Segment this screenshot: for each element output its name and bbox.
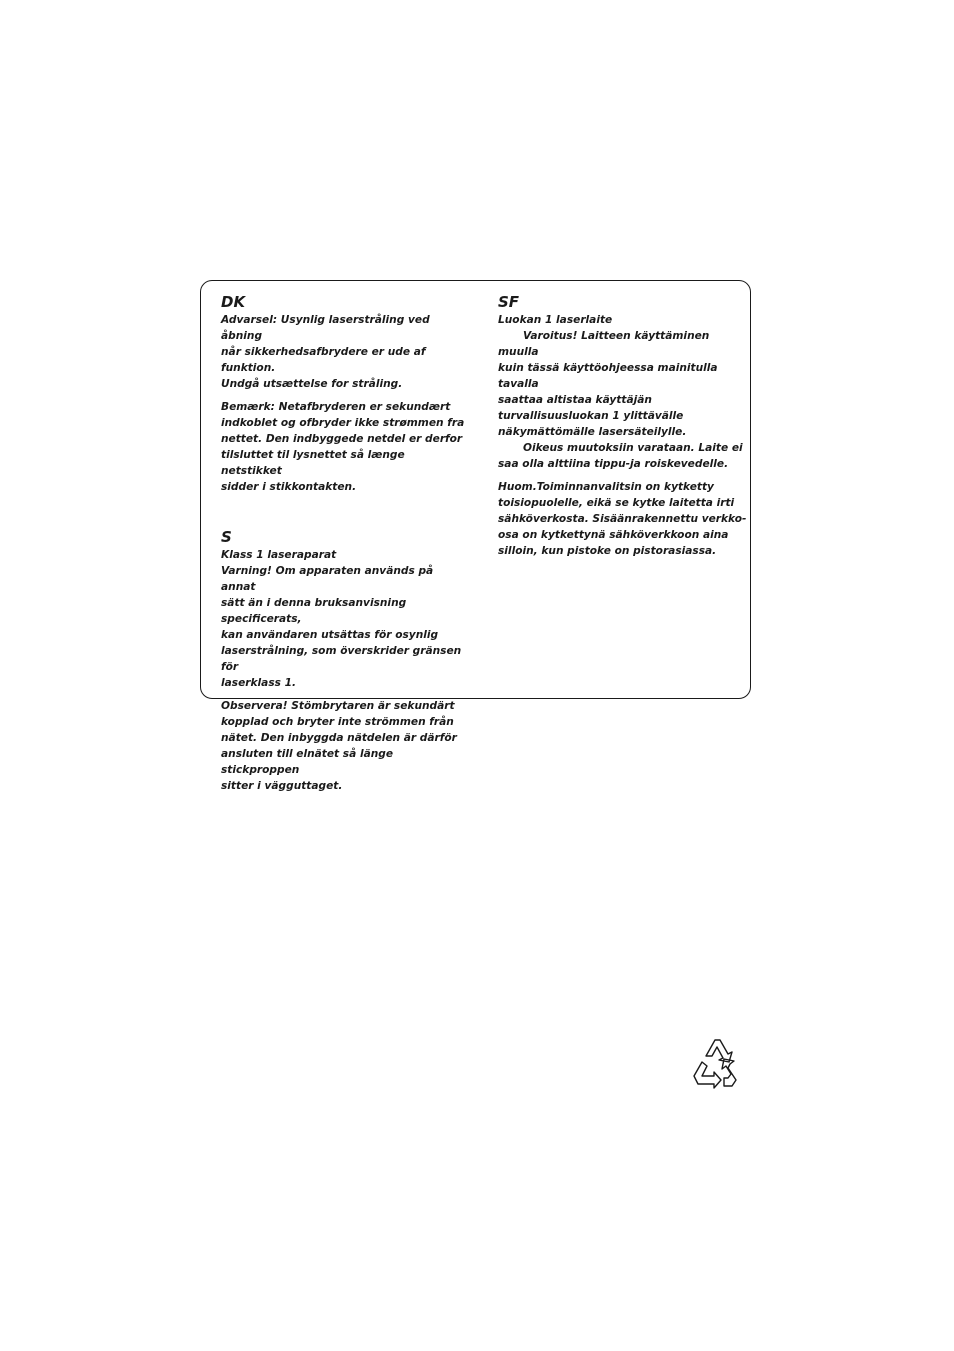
left-column bbox=[221, 293, 469, 794]
recycle-icon bbox=[684, 1034, 748, 1096]
dk-note-text: Bemærk: Netafbryderen er sekundært indkoblet og ofbryder ikke strømmen fra nettet. Den indbyggede netdel er derfor tilsluttet til lysnettet så længe netstikket sidder i stikkontakten. bbox=[221, 401, 465, 493]
s-heading: S bbox=[221, 528, 232, 546]
sf-warning-text: Varoitus! Laitteen käyttäminen muulla kuin tässä käyttöohjeessa mainitulla tavalla saattaa altistaa käyttäjän turvallisuusluokan 1 ylittävälle näkymättömälle lasersäteilylle. bbox=[498, 330, 718, 438]
dk-warning-text: Advarsel: Usynlig laserstråling ved åbning når sikkerhedsafbrydere er ude af funktion. Undgå utsættelse for stråling. bbox=[221, 314, 430, 390]
sf-note-text: Huom.Toiminnanvalitsin on kytketty toisiopuolelle, eikä se kytke laitetta irti sähköverkosta. Sisäänrakennettu verkko- osa on kytkettynä sähköverkkoon aina silloin, kun pistoke on pistorasiassa. bbox=[498, 481, 747, 557]
dk-heading: DK bbox=[221, 293, 246, 311]
sf-class-line: Luokan 1 laserlaite bbox=[498, 314, 613, 326]
laser-warning-box bbox=[200, 280, 751, 792]
sf-heading: SF bbox=[498, 293, 520, 311]
right-column bbox=[498, 293, 748, 559]
s-warning-text: Varning! Om apparaten används på annat sätt än i denna bruksanvisning specificerats, kan användaren utsättas för osynlig laserstrålning, som överskrider gränsen för laserklass 1. bbox=[221, 565, 462, 689]
sf-rights-text: Oikeus muutoksiin varataan. Laite ei saa olla alttiina tippu-ja roiskevedelle. bbox=[498, 442, 743, 470]
s-class-line: Klass 1 laseraparat bbox=[221, 549, 337, 561]
s-note-text: Observera! Stömbrytaren är sekundärt kopplad och bryter inte strömmen från nätet. Den inbyggda nätdelen är därför ansluten till elnätet så länge stickproppen sitter i vägguttaget. bbox=[221, 700, 457, 792]
